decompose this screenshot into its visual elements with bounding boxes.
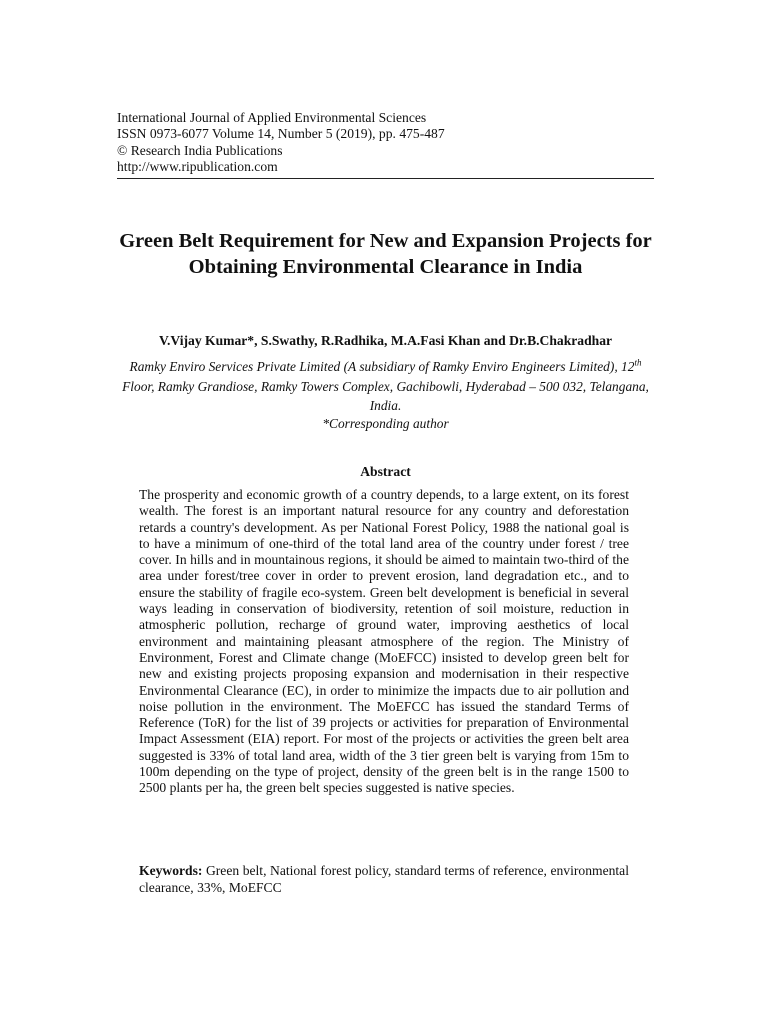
affiliation	[117, 357, 654, 416]
keywords-label: Keywords:	[139, 863, 203, 878]
paper-title: Green Belt Requirement for New and Expansion Projects for Obtaining Environmental Clearance in India	[119, 230, 652, 278]
abstract-body: The prosperity and economic growth of a country depends, to a large extent, on its forest wealth. The forest is an important natural resource for any country and deforestation retards a country's development. As per National Forest Policy, 1988 the national goal is to have a minimum of one-third of the total land area of the country under forest / tree cover. In hills and in mountainous regions, it should be aimed to maintain two-third of the area under forest/tree cover in order to prevent erosion, land degradation etc., and to ensure the stability of fragile eco-system. Green belt development is beneficial in several ways leading in conservation of biodiversity, retention of soil moisture, reduction in atmospheric pollution, recharge of ground water, improving aesthetics of local environment and maintaining pleasant atmosphere of the region. The Ministry of Environment, Forest and Climate change (MoEFCC) insisted to develop green belt for new and existing projects proposing expansion and modernisation in their respective Environmental Clearance (EC), in order to minimize the impacts due to air pollution and noise pollution in the environment. The MoEFCC has issued the standard Terms of Reference (ToR) for the list of 39 projects or activities for preparation of Environmental Impact Assessment (EIA) report. For most of the projects or activities the green belt area suggested is 33% of total land area, width of the 3 tier green belt is varying from 15m to 100m depending on the type of project, density of the green belt is in the range 1500 to 2500 plants per ha, the green belt species suggested is native species.	[139, 487, 629, 796]
keywords	[139, 863, 629, 896]
affiliation-superscript: th	[634, 357, 642, 368]
abstract-heading: Abstract	[360, 464, 411, 479]
journal-issn: ISSN 0973-6077 Volume 14, Number 5 (2019), pp. 475-487	[117, 126, 445, 142]
header-divider	[117, 178, 654, 179]
journal-url[interactable]: http://www.ripublication.com	[117, 159, 278, 175]
keywords-text: Green belt, National forest policy, standard terms of reference, environmental clearance, 33%, MoEFCC	[139, 863, 629, 895]
journal-header	[117, 110, 654, 176]
journal-publisher: © Research India Publications	[117, 142, 283, 158]
corresponding-author-note: *Corresponding author	[322, 416, 449, 431]
author-list: V.Vijay Kumar*, S.Swathy, R.Radhika, M.A.Fasi Khan and Dr.B.Chakradhar	[158, 333, 613, 348]
affiliation-part2: Floor, Ramky Grandiose, Ramky Towers Complex, Gachibowli, Hyderabad – 500 032, Telangana, India.	[122, 378, 649, 413]
journal-name: International Journal of Applied Environmental Sciences	[117, 110, 427, 125]
affiliation-part1: Ramky Enviro Services Private Limited (A subsidiary of Ramky Enviro Engineers Limited), 12	[129, 359, 635, 374]
